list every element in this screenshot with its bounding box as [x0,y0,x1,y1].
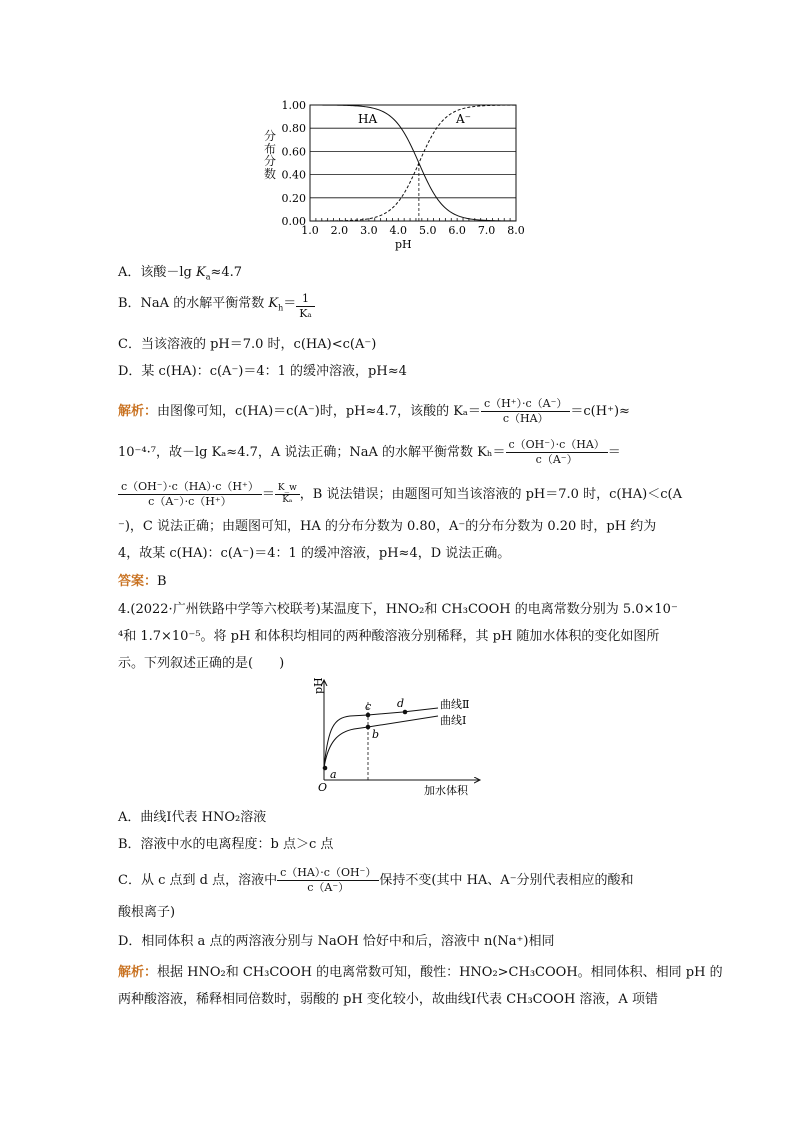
q3-option-a: A．该酸－lg $K_a\approx 4.7$ [118,265,243,282]
x-tick-label: 8.0 [507,224,525,237]
chart2-xlabel: 加水体积 [424,784,468,797]
q3-analysis-line1: 解析：由图像可知，c(HA)＝c(A⁻)时，pH≈4.7，该酸的 Kₐ＝ $\frac{c(H^+)\cdot c(A^-)}{c(HA)}$ ＝c(H⁺)≈ [118,397,630,425]
q3-answer: 答案：B [118,574,167,589]
x-tick-label: 1.0 [301,224,319,237]
y-tick-label: 0.80 [281,122,306,136]
distribution-chart [250,96,540,252]
q3-analysis-line2: 10⁻⁴·⁷，故－lg Kₐ≈4.7，A 说法正确；NaA 的水解平衡常数 Kₕ＝ $\frac{c(OH^-)\cdot c(HA)}{c(A^-)}$ ＝ [118,438,621,466]
q4-option-d: D．相同体积 a 点的两溶液分别与 NaOH 恰好中和后，溶液中 n(Na⁺)相同 [118,934,555,949]
label-c: c [365,700,372,713]
x-tick-label: 4.0 [389,224,408,237]
q4-option-c-cont: 酸根离子) [118,905,176,920]
q4-option-a: A．曲线Ⅰ代表 HNO₂溶液 [118,810,267,825]
q4-option-c: C．从 c 点到 d 点，溶液中 $\frac{c(HA)\cdot c(OH^-)}{c(A^-)}$ 保持不变(其中 HA、A⁻分别代表相应的酸和 [118,866,634,894]
q4-stem-line2: ⁴和 1.7×10⁻⁵。将 pH 和体积均相同的两种酸溶液分别稀释，其 pH 随加水体积的变化如图所 [118,629,660,644]
q3-analysis-line3: $\frac{c(OH^-)\cdot c(HA)\cdot c(H^+)}{c(A^-)\cdot c(H^+)}$ ＝ $\frac{K\_w}{\text{Kₐ}}$ ，B 说法错误；由题图可知当该溶液的 pH＝7.0 时，c(HA)＜c(A [118,480,682,509]
q3-option-c: C．当该溶液的 pH＝7.0 时，c(HA)<c(A⁻) [118,337,377,352]
x-tick-label: 7.0 [477,224,496,237]
plot-frame [310,105,516,221]
q4-option-b: B．溶液中水的电离程度：b 点＞c 点 [118,837,334,852]
curve-1 [324,716,438,768]
q4-analysis-line2: 两种酸溶液，稀释相同倍数时，弱酸的 pH 变化较小，故曲线Ⅰ代表 CH₃COOH 溶液，A 项错 [118,992,658,1007]
x-tick-label: 3.0 [360,224,378,237]
q3-analysis-line4: ⁻)，C 说法正确；由题图可知，HA 的分布分数为 0.80，A⁻的分布分数为 0.20 时，pH 约为 [118,519,657,534]
label-a: a [330,768,337,781]
curve-1-label: 曲线Ⅰ [440,714,467,727]
q4-stem-line3: 示。下列叙述正确的是( ) [118,656,285,671]
dilution-chart [310,672,500,800]
q3-analysis-line5: 4，故某 c(HA)：c(A⁻)＝4：1 的缓冲溶液，pH≈4，D 说法正确。 [118,546,511,561]
curve-2 [324,708,438,768]
point-b [366,725,371,730]
chart1-series-label-a: A⁻ [456,112,471,126]
chart2-origin: O [318,781,328,794]
chart1-series-label-ha: HA [358,112,378,126]
label-d: d [397,697,405,710]
y-tick-label: 0.00 [281,215,306,228]
x-tick-label: 5.0 [418,224,437,237]
chart1-ylabel: 分布分数 [264,129,277,181]
x-tick-label: 2.0 [330,224,349,237]
y-tick-label: 1.00 [281,99,306,112]
q3-option-d: D．某 c(HA)：c(A⁻)＝4：1 的缓冲溶液，pH≈4 [118,364,407,379]
chart1-xlabel: pH [395,238,412,251]
point-a [323,766,328,771]
q3-option-b: B．NaA 的水解平衡常数 $K_h=$ $\frac{1}{\text{Kₐ}}$ [118,292,315,321]
chart2-ylabel: pH [312,677,325,694]
point-c [366,713,371,718]
series-ha [310,105,516,221]
q4-analysis-line1: 解析：根据 HNO₂和 CH₃COOH 的电离常数可知，酸性：HNO₂>CH₃COOH。相同体积、相同 pH 的 [118,965,723,980]
x-tick-label: 6.0 [448,224,466,237]
y-tick-label: 0.20 [281,191,306,205]
series-a-minus [310,105,516,221]
y-tick-label: 0.60 [281,145,306,159]
point-d [403,710,408,715]
y-tick-label: 0.40 [281,168,306,182]
curve-2-label: 曲线Ⅱ [440,698,470,711]
q4-stem-line1: 4.(2022·广州铁路中学等六校联考)某温度下，HNO₂和 CH₃COOH 的电离常数分别为 5.0×10⁻ [118,602,678,617]
label-b: b [372,728,380,741]
